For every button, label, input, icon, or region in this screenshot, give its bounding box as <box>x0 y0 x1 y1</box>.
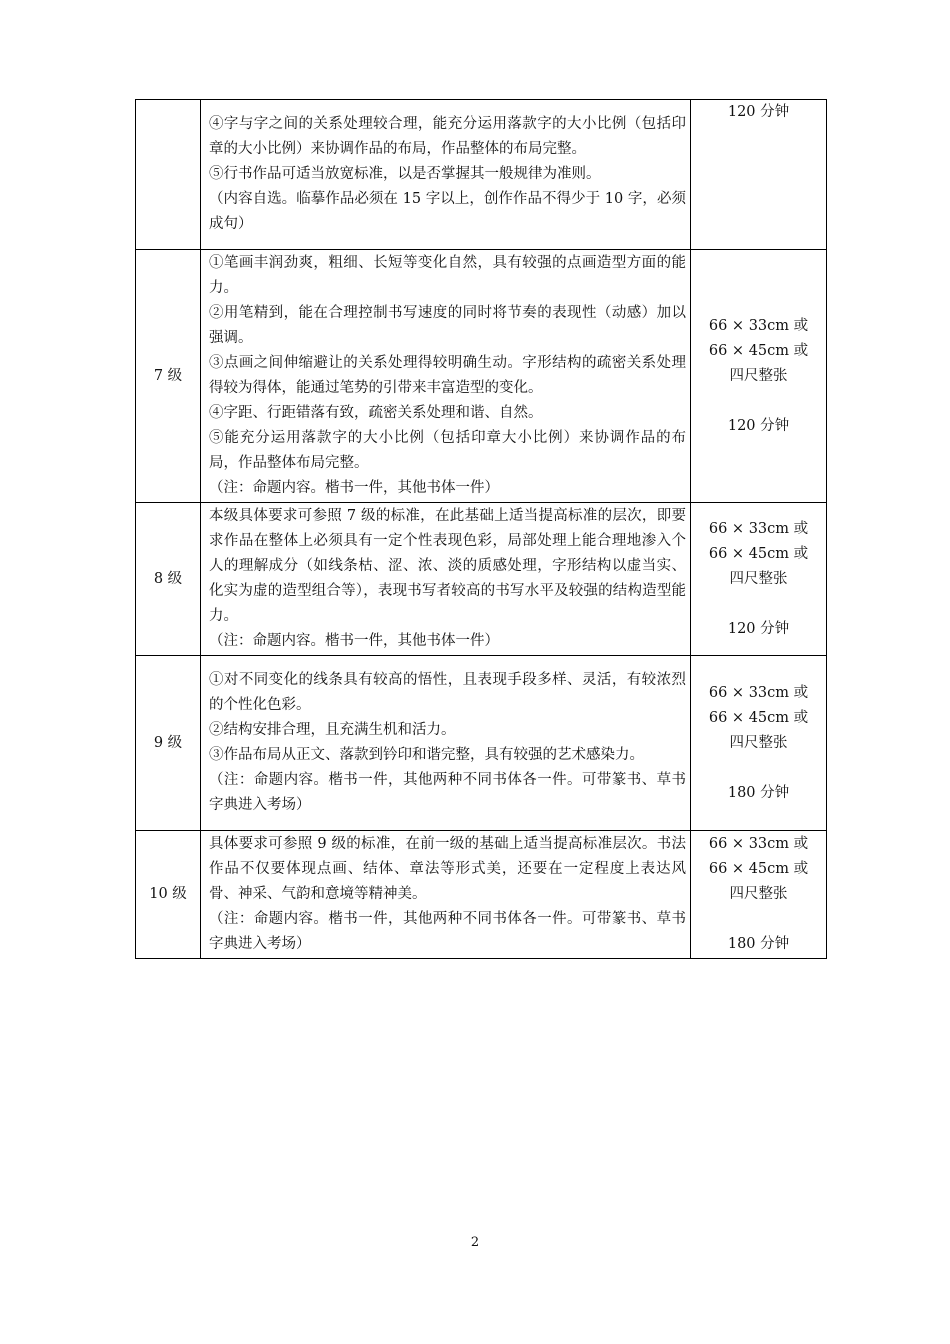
spec-cell <box>691 831 827 959</box>
spec-spacer <box>691 389 826 414</box>
requirements-cell <box>201 250 691 503</box>
spec-line: 四尺整张 <box>729 570 788 587</box>
spec-line: 四尺整张 <box>729 886 788 902</box>
table-row <box>136 250 827 503</box>
spec-line: 120 分钟 <box>727 620 790 637</box>
spec-spacer <box>691 592 826 617</box>
spec-line: 66 × 33cm 或 <box>708 684 809 701</box>
table-row <box>136 503 827 656</box>
requirements-cell <box>201 503 691 656</box>
requirement-item: ①对不同变化的线条具有较高的悟性，且表现手段多样、灵活，有较浓烈的个性化色彩。 <box>209 672 686 713</box>
spec-line: 120 分钟 <box>727 417 790 434</box>
spec-cell <box>691 250 827 503</box>
requirement-item: ⑤行书作品可适当放宽标准，以是否掌握其一般规律为准则。 <box>209 166 601 182</box>
requirement-item: （注：命题内容。楷书一件，其他两种不同书体各一件。可带篆书、草书字典进入考场） <box>209 772 686 813</box>
spec-line: 120 分钟 <box>727 104 790 120</box>
spec-line: 66 × 45cm 或 <box>708 861 809 877</box>
requirement-item: ③点画之间伸缩避让的关系处理得较明确生动。字形结构的疏密关系处理得较为得体，能通过笔势的引带来丰富造型的变化。 <box>209 355 686 396</box>
spec-line: 180 分钟 <box>727 936 790 952</box>
level-cell: 9 级 <box>136 656 201 831</box>
requirement-item: 本级具体要求可参照 7 级的标准，在此基础上适当提高标准的层次，即要求作品在整体上必须具有一定个性表现色彩，局部处理上能合理地渗入个人的理解成分（如线条枯、涩、浓、淡的质感处理，字形结构以虚当实、化实为虚的造型组合等），表现书写者较高的书写水平及较强的结构造型能力。 <box>209 508 686 624</box>
spec-cell <box>691 656 827 831</box>
requirement-item: 具体要求可参照 9 级的标准，在前一级的基础上适当提高标准层次。书法作品不仅要体现点画、结体、章法等形式美，还要在一定程度上表达风骨、神采、气韵和意境等精神美。 <box>209 836 686 902</box>
page-number: 2 <box>470 1235 480 1250</box>
requirements-cell <box>201 656 691 831</box>
spec-line: 66 × 45cm 或 <box>708 709 809 726</box>
spec-spacer <box>691 907 826 932</box>
level-cell: 7 级 <box>136 250 201 503</box>
table-body <box>136 100 827 959</box>
requirement-item: （注：命题内容。楷书一件，其他两种不同书体各一件。可带篆书、草书字典进入考场） <box>209 911 686 952</box>
requirement-item: （注：命题内容。楷书一件，其他书体一件） <box>209 633 499 649</box>
requirements-cell <box>201 831 691 959</box>
spec-line: 180 分钟 <box>727 784 790 801</box>
requirement-item: ①笔画丰润劲爽，粗细、长短等变化自然，具有较强的点画造型方面的能力。 <box>209 255 686 296</box>
spec-line: 四尺整张 <box>729 734 788 751</box>
requirement-item: ⑤能充分运用落款字的大小比例（包括印章大小比例）来协调作品的布局，作品整体布局完整。 <box>209 430 686 471</box>
spec-line: 66 × 45cm 或 <box>708 545 809 562</box>
spec-line: 四尺整张 <box>729 367 788 384</box>
requirement-item: （注：命题内容。楷书一件，其他书体一件） <box>209 480 499 496</box>
spec-cell <box>691 100 827 250</box>
requirement-item: ④字距、行距错落有致，疏密关系处理和谐、自然。 <box>209 405 543 421</box>
spec-line: 66 × 33cm 或 <box>708 520 809 537</box>
grade-requirements-table <box>135 99 827 959</box>
spec-line: 66 × 33cm 或 <box>708 317 809 334</box>
spec-line: 66 × 33cm 或 <box>708 836 809 852</box>
requirements-cell <box>201 100 691 250</box>
requirement-item: ②结构安排合理，且充满生机和活力。 <box>209 722 456 738</box>
requirement-item: ③作品布局从正文、落款到钤印和谐完整，具有较强的艺术感染力。 <box>209 747 644 763</box>
requirement-item: （内容自选。临摹作品必须在 15 字以上，创作作品不得少于 10 字，必须成句） <box>209 191 686 232</box>
level-cell: 8 级 <box>136 503 201 656</box>
spec-cell <box>691 503 827 656</box>
spec-spacer <box>691 756 826 781</box>
requirement-item: ④字与字之间的关系处理较合理，能充分运用落款字的大小比例（包括印章的大小比例）来协调作品的布局，作品整体的布局完整。 <box>209 116 686 157</box>
level-cell: 10 级 <box>136 831 201 959</box>
requirement-item: ②用笔精到，能在合理控制书写速度的同时将节奏的表现性（动感）加以强调。 <box>209 305 686 346</box>
table-row <box>136 831 827 959</box>
level-cell <box>136 100 201 250</box>
table-row <box>136 100 827 250</box>
table-row <box>136 656 827 831</box>
spec-line: 66 × 45cm 或 <box>708 342 809 359</box>
